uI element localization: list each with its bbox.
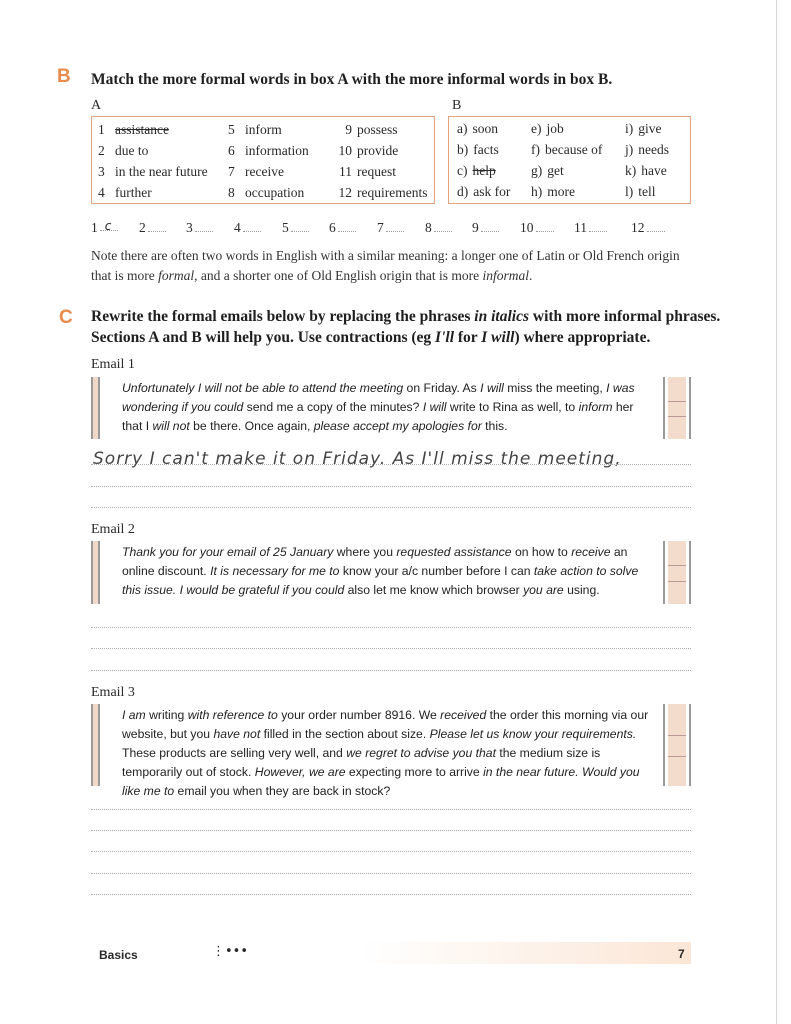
answer-slot[interactable] [631, 220, 665, 236]
answer-number: 8 [425, 220, 432, 235]
item-word: requirements [357, 185, 428, 200]
box-b-item [457, 121, 498, 137]
item-letter: j) [625, 142, 634, 157]
section-c-letter: C [59, 307, 73, 328]
item-number: 5 [228, 122, 235, 137]
note-formal: formal [158, 268, 195, 283]
answer-number: 6 [329, 220, 336, 235]
item-letter: b) [457, 142, 469, 157]
item-word: needs [638, 142, 669, 157]
item-number: 8 [228, 185, 235, 200]
box-a-item [328, 185, 427, 201]
page-number: 7 [678, 947, 685, 961]
box-b-item [531, 121, 564, 137]
item-number: 10 [338, 143, 352, 158]
footer-bar [91, 942, 691, 964]
answer-blank[interactable] [338, 221, 356, 232]
writing-line[interactable] [91, 648, 691, 649]
answer-value: c [104, 219, 112, 233]
section-b-instruction: Match the more formal words in box A with the more informal words in box B. [91, 71, 613, 88]
answer-number: 5 [282, 220, 289, 235]
left-bar [91, 377, 100, 439]
answer-blank[interactable] [434, 221, 452, 232]
box-b-item [457, 163, 496, 179]
answer-number: 3 [186, 220, 193, 235]
answer-number: 12 [631, 220, 645, 235]
item-letter: e) [531, 121, 542, 136]
writing-line[interactable] [91, 486, 691, 487]
item-word: get [547, 163, 564, 178]
answer-blank[interactable] [243, 221, 261, 232]
box-b-item [625, 184, 656, 200]
writing-line[interactable] [91, 627, 691, 628]
answer-number: 9 [472, 220, 479, 235]
instr-text: with more informal phrases. [529, 308, 721, 325]
box-a-label: A [91, 98, 102, 113]
item-word: facts [473, 142, 499, 157]
instr-text: Rewrite the formal emails below by replacing the phrases [91, 308, 475, 325]
item-word: provide [357, 143, 399, 158]
answer-number: 4 [234, 220, 241, 235]
box-b-item [531, 142, 602, 158]
instr-text: ) where appropriate. [514, 329, 651, 346]
email-2-box [91, 541, 691, 604]
item-word: due to [115, 143, 149, 158]
email-1-box [91, 377, 691, 439]
item-word: inform [245, 122, 282, 137]
instr-italic: I'll [435, 329, 454, 346]
box-b-item [531, 184, 575, 200]
email-3-box [91, 704, 691, 798]
item-word: occupation [245, 185, 305, 200]
box-b-item [625, 121, 662, 137]
instr-italic: I will [481, 329, 515, 346]
answer-blank[interactable] [291, 221, 309, 232]
box-a-item [98, 143, 148, 159]
answer-number: 2 [139, 220, 146, 235]
item-word: further [115, 185, 152, 200]
answer-slot[interactable] [425, 220, 452, 236]
section-b-letter: B [57, 66, 71, 87]
answer-blank[interactable] [195, 221, 213, 232]
box-a-item [328, 143, 398, 159]
left-bar [91, 541, 100, 604]
answer-slot[interactable] [186, 220, 213, 236]
item-word: help [472, 163, 496, 178]
handwritten-answer: Sorry I can't make it on Friday. As I'll miss the meeting, [93, 449, 622, 469]
item-letter: i) [625, 121, 634, 136]
answer-number: 7 [377, 220, 384, 235]
item-number: 11 [339, 164, 352, 179]
email-3-text: I am writing with reference to your order number 8916. We received the order this morning via our website, but you have not filled in the section about size. Please let us know your requirements. These products are selling very well, and we regret to advise you that the medium size is temporarily out of stock. However, we are expecting more to arrive in the near future. Would you like me to email you when they are back in stock? [122, 708, 649, 798]
item-word: give [638, 121, 662, 136]
answer-slot[interactable] [91, 220, 118, 236]
answer-blank[interactable] [536, 221, 554, 232]
note [91, 246, 691, 286]
item-letter: d) [457, 184, 469, 199]
item-word: in the near future [115, 164, 208, 179]
box-b-item [625, 163, 667, 179]
email-1-text: Unfortunately I will not be able to attend the meeting on Friday. As I will miss the meeting, I was wondering if you could send me a copy of the minutes? I will write to Rina as well, to inform her that I will not be there. Once again, please accept my apologies for this. [122, 381, 635, 433]
box-b-item [625, 142, 669, 158]
answer-blank[interactable] [481, 221, 499, 232]
answer-slot[interactable] [234, 220, 261, 236]
item-letter: c) [457, 163, 468, 178]
note-text: Note there are often two words in English with a similar meaning: a longer one of Latin or Old French origin that is more [91, 248, 680, 283]
item-number: 2 [98, 143, 105, 158]
box-b-item [457, 184, 510, 200]
item-letter: a) [457, 121, 468, 136]
item-number: 4 [98, 185, 105, 200]
right-bar [663, 704, 691, 786]
writing-line[interactable] [91, 809, 691, 810]
writing-line[interactable] [91, 464, 691, 465]
item-word: have [641, 163, 667, 178]
box-a-item [98, 122, 169, 138]
answer-slot[interactable] [472, 220, 499, 236]
instr-text: for [454, 329, 482, 346]
section-c-instruction [91, 306, 720, 348]
answer-slot[interactable] [377, 220, 404, 236]
item-word: tell [638, 184, 656, 199]
item-number: 3 [98, 164, 105, 179]
item-letter: l) [625, 184, 634, 199]
box-b-item [457, 142, 499, 158]
box-a-item [328, 164, 396, 180]
box-a-item [228, 185, 304, 201]
answer-blank[interactable] [647, 221, 665, 232]
answer-blank[interactable] [386, 221, 404, 232]
writing-line[interactable] [91, 894, 691, 895]
item-word: assistance [115, 122, 169, 137]
answer-slot[interactable] [139, 220, 166, 236]
item-number: 6 [228, 143, 235, 158]
answer-slot[interactable] [574, 220, 607, 236]
box-a-item [328, 122, 398, 138]
item-number: 1 [98, 122, 105, 137]
box-a-item [228, 143, 309, 159]
answer-blank[interactable] [148, 221, 166, 232]
right-bar [663, 377, 691, 439]
item-word: soon [472, 121, 499, 136]
item-number: 9 [345, 122, 352, 137]
email-2-text: Thank you for your email of 25 January where you requested assistance on how to receive an online discount. It is necessary for me to know your a/c number before I can take action to solve this issue. I would be grateful if you could also let me know which browser you are using. [122, 545, 639, 597]
item-word: receive [245, 164, 284, 179]
answer-number: 10 [520, 220, 534, 235]
box-a-item [228, 164, 284, 180]
note-informal: informal [482, 268, 529, 283]
item-word: because of [545, 142, 603, 157]
writing-line[interactable] [91, 873, 691, 874]
box-a-item [98, 164, 208, 180]
answer-number: 1 [91, 220, 98, 235]
instr-italic: in italics [474, 308, 529, 325]
box-a [91, 116, 435, 204]
answer-slot[interactable] [282, 220, 309, 236]
item-word: information [245, 143, 309, 158]
answer-blank[interactable] [589, 221, 607, 232]
footer-label: Basics [99, 948, 138, 962]
item-word: ask for [473, 184, 511, 199]
box-b [448, 116, 691, 204]
box-a-item [228, 122, 282, 138]
item-letter: k) [625, 163, 637, 178]
writing-line[interactable] [91, 507, 691, 508]
footer-dots-icon: ⋮••• [212, 944, 249, 959]
instr-text: Sections A and B will help you. Use contractions (eg [91, 329, 436, 346]
email-3-title: Email 3 [91, 685, 135, 700]
item-word: request [357, 164, 396, 179]
writing-line[interactable] [91, 830, 691, 831]
answer-slot[interactable] [329, 220, 356, 236]
right-bar [663, 541, 691, 604]
box-b-label: B [452, 98, 462, 113]
note-text: , and a shorter one of Old English origin that is more [194, 268, 483, 283]
item-word: more [547, 184, 575, 199]
item-number: 7 [228, 164, 235, 179]
item-word: job [546, 121, 564, 136]
item-letter: g) [531, 163, 543, 178]
note-text: . [528, 268, 533, 283]
writing-line[interactable] [91, 670, 691, 671]
item-letter: h) [531, 184, 543, 199]
box-a-item [98, 185, 152, 201]
email-2-title: Email 2 [91, 522, 135, 537]
page-edge [776, 0, 777, 1024]
item-number: 12 [338, 185, 352, 200]
answer-slot[interactable] [520, 220, 554, 236]
item-word: possess [357, 122, 398, 137]
writing-line[interactable] [91, 851, 691, 852]
item-letter: f) [531, 142, 540, 157]
left-bar [91, 704, 100, 786]
box-b-item [531, 163, 564, 179]
answer-number: 11 [574, 220, 587, 235]
email-1-title: Email 1 [91, 357, 135, 372]
answer-blank[interactable] [100, 220, 118, 231]
